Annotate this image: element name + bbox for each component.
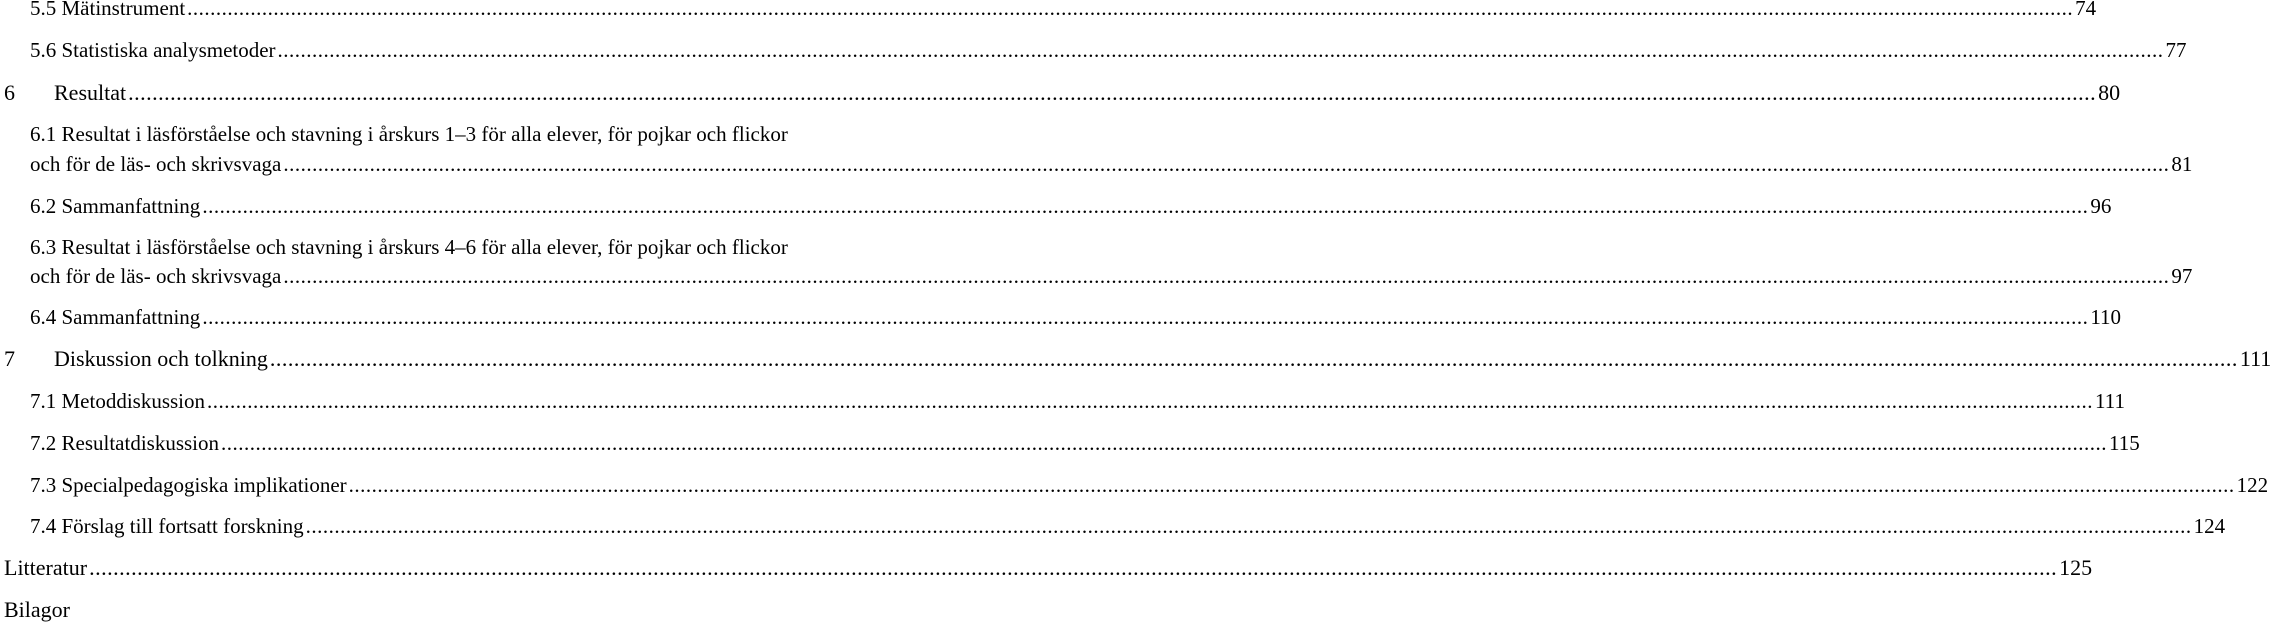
toc-entry-title: 6 Resultat <box>4 80 127 105</box>
toc-entry-title: och för de läs- och skrivsvaga <box>30 152 282 176</box>
toc-entry-title: 7.1 Metoddiskussion <box>30 389 206 413</box>
dot-leader: ........................................................................................................................................................................................................................................................................................................................................ <box>283 264 2170 288</box>
toc-entry-title: 5.6 Statistiska analysmetoder <box>30 38 276 62</box>
toc-page-number: 125 <box>2059 555 2093 580</box>
toc-entry-bilagor[interactable]: Bilagor <box>4 597 70 622</box>
toc-entry-title: 6.4 Sammanfattning <box>30 305 201 329</box>
toc-page-number: 96 <box>2090 194 2112 218</box>
toc-entry-6-4[interactable] <box>30 305 2122 330</box>
dot-leader: ........................................................................................................................................................................................................................................................................................................................................ <box>221 431 2108 455</box>
dot-leader: ........................................................................................................................................................................................................................................................................................................................................ <box>128 80 2097 105</box>
toc-page-number: 124 <box>2193 514 2226 538</box>
toc-page-number: 122 <box>2236 473 2269 497</box>
toc-entry-title: 5.5 Mätinstrument <box>30 0 186 20</box>
dot-leader: ........................................................................................................................................................................................................................................................................................................................................ <box>305 514 2192 538</box>
toc-page-number: 111 <box>2239 346 2271 371</box>
toc-entry-litteratur[interactable] <box>4 555 2093 581</box>
dot-leader: ........................................................................................................................................................................................................................................................................................................................................ <box>269 346 2238 371</box>
toc-entry-7-1[interactable] <box>30 389 2125 414</box>
toc-entry-title: 6.2 Sammanfattning <box>30 194 201 218</box>
dot-leader: ........................................................................................................................................................................................................................................................................................................................................ <box>207 389 2094 413</box>
toc-entry-7-4[interactable] <box>30 514 2226 539</box>
toc-entry-5-5[interactable] <box>30 0 2097 21</box>
dot-leader: ........................................................................................................................................................................................................................................................................................................................................ <box>202 305 2089 329</box>
toc-entry-6-2[interactable] <box>30 194 2112 219</box>
toc-entry-title: 7.3 Specialpedagogiska implikationer <box>30 473 347 497</box>
dot-leader: ........................................................................................................................................................................................................................................................................................................................................ <box>283 152 2170 176</box>
toc-page-number: 74 <box>2075 0 2097 20</box>
toc-entry-title: 7.4 Förslag till fortsatt forskning <box>30 514 304 538</box>
dot-leader: ........................................................................................................................................................................................................................................................................................................................................ <box>202 194 2089 218</box>
toc-page-number: 115 <box>2109 431 2140 455</box>
dot-leader: ........................................................................................................................................................................................................................................................................................................................................ <box>348 473 2235 497</box>
toc-entry-7[interactable] <box>4 346 2271 372</box>
toc-page-number: 80 <box>2098 80 2121 105</box>
toc-entry-6-3-line1[interactable]: 6.3 Resultat i läsförståelse och stavning i årskurs 4–6 för alla elever, för pojkar och flickor <box>30 235 788 259</box>
toc-entry-6-1[interactable] <box>30 152 2193 177</box>
toc-entry-6[interactable] <box>4 80 2121 106</box>
toc-entry-title: och för de läs- och skrivsvaga <box>30 264 282 288</box>
toc-entry-title: 7 Diskussion och tolkning <box>4 346 268 371</box>
toc-page-number: 111 <box>2095 389 2125 413</box>
toc-page-number: 97 <box>2171 264 2193 288</box>
dot-leader: ........................................................................................................................................................................................................................................................................................................................................ <box>277 38 2164 62</box>
toc-entry-title: Litteratur <box>4 555 88 580</box>
toc-entry-7-2[interactable] <box>30 431 2140 456</box>
dot-leader: ........................................................................................................................................................................................................................................................................................................................................ <box>89 555 2058 580</box>
toc-entry-7-3[interactable] <box>30 473 2269 498</box>
toc-entry-6-3[interactable] <box>30 264 2193 289</box>
toc-page-number: 77 <box>2165 38 2187 62</box>
toc-entry-6-1-line1[interactable]: 6.1 Resultat i läsförståelse och stavning i årskurs 1–3 för alla elever, för pojkar och flickor <box>30 122 788 146</box>
toc-page-number: 81 <box>2171 152 2193 176</box>
toc-entry-5-6[interactable] <box>30 38 2187 63</box>
toc-entry-title: 7.2 Resultatdiskussion <box>30 431 220 455</box>
toc-page-number: 110 <box>2090 305 2122 329</box>
dot-leader: ........................................................................................................................................................................................................................................................................................................................................ <box>187 0 2074 20</box>
